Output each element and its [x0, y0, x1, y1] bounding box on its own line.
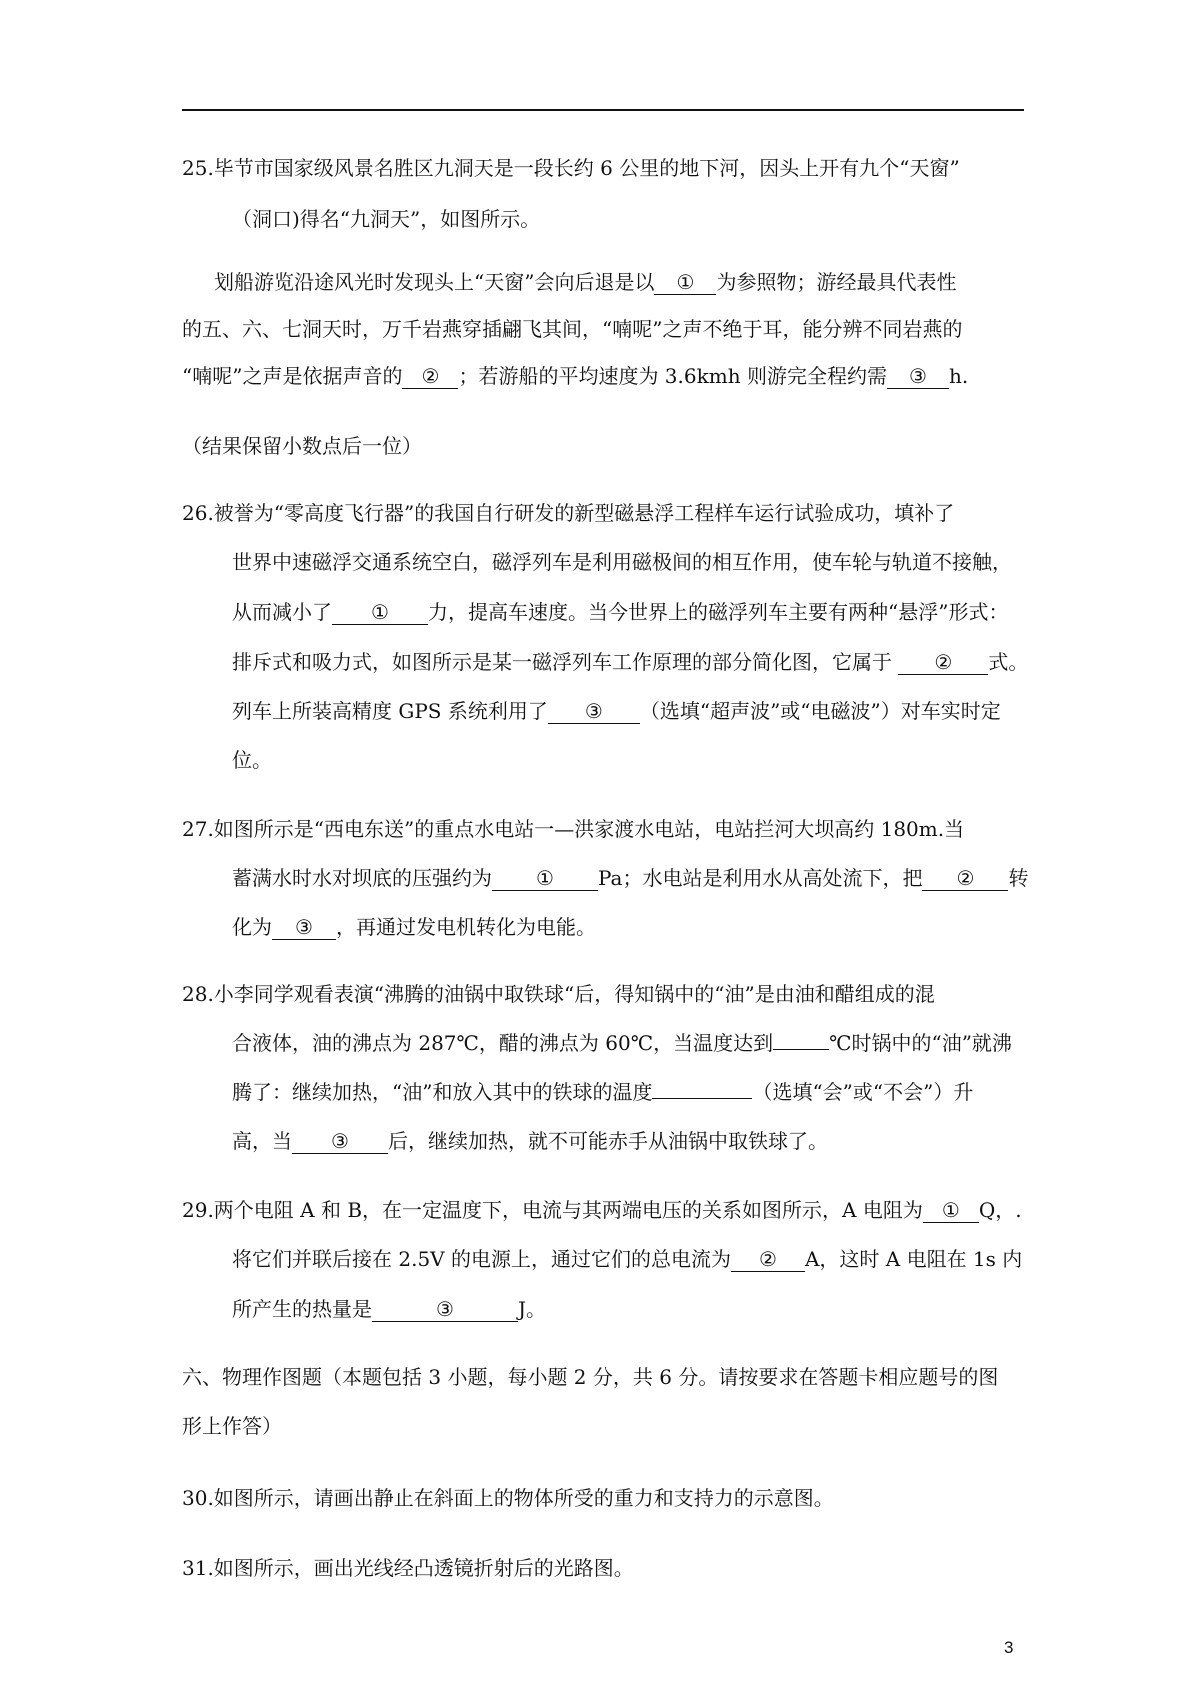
q26-line1: 26.被誉为“零高度飞行器”的我国自行研发的新型磁悬浮工程样车运行试验成功，填补了 — [182, 501, 955, 525]
q29-line3: 所产生的热量是 ③ J。 — [232, 1297, 547, 1321]
q26-line5: 列车上所装高精度 GPS 系统利用了 ③ （选填“超声波”或“电磁波”）对车实时定 — [232, 699, 1001, 723]
q27-line1: 27.如图所示是“西电东送”的重点水电站一—洪家渡水电站，电站拦河大坝高约 180m.当 — [182, 817, 965, 841]
q26-line6: 位。 — [232, 748, 272, 772]
section-6-heading-line1: 六、物理作图题（本题包括 3 小题，每小题 2 分，共 6 分。请按要求在答题卡相应题号的图 — [182, 1365, 999, 1389]
q29-blank-3: ③ — [372, 1297, 518, 1322]
q29-blank-1: ① — [923, 1198, 979, 1223]
q26-line4: 排斥式和吸力式，如图所示是某一磁浮列车工作原理的部分简化图，它属于 ② 式。 — [232, 650, 1029, 674]
q25-blank-1: ① — [654, 270, 716, 295]
q26-line2: 世界中速磁浮交通系统空白，磁浮列车是利用磁极间的相互作用，使车轮与轨道不接触， — [232, 550, 1012, 574]
q25-line3: 划船游览沿途风光时发现头上“天窗”会向后退是以 ① 为参照物；游经最具代表性 — [214, 270, 957, 294]
q31-text: 31.如图所示，画出光线经凸透镜折射后的光路图。 — [182, 1556, 634, 1580]
q28-line1: 28.小李同学观看表演“沸腾的油锅中取铁球“后，得知锅中的“油”是由油和醋组成的混 — [182, 982, 935, 1006]
q27-blank-2: ② — [922, 866, 1008, 891]
q29-line1: 29.两个电阻 A 和 B，在一定温度下，电流与其两端电压的关系如图所示，A 电阻为 ① Q，. — [182, 1198, 1022, 1222]
q27-line3: 化为 ③ ，再通过发电机转化为电能。 — [232, 915, 596, 939]
q29-line2: 将它们并联后接在 2.5V 的电源上，通过它们的总电流为 ② A，这时 A 电阻在 1s 内 — [232, 1247, 1023, 1271]
q25-line6: （结果保留小数点后一位） — [182, 434, 422, 458]
page-number: 3 — [1004, 1638, 1014, 1657]
q25-line2: （洞口)得名“九洞天”，如图所示。 — [232, 207, 541, 231]
q28-line2: 合液体，油的沸点为 287℃，醋的沸点为 60℃，当温度达到 ℃时锅中的“油”就沸 — [232, 1031, 1012, 1055]
q26-blank-1: ① — [332, 600, 428, 625]
q28-blank-3: ③ — [292, 1129, 388, 1154]
header-rule — [182, 109, 1024, 111]
q30-text: 30.如图所示，请画出静止在斜面上的物体所受的重力和支持力的示意图。 — [182, 1486, 834, 1510]
q28-line3: 腾了：继续加热，“油”和放入其中的铁球的温度 （选填“会”或“不会”）升 — [232, 1080, 974, 1104]
q25-line4: 的五、六、七洞天时，万千岩燕穿插翩飞其间，“喃呢”之声不绝于耳，能分辨不同岩燕的 — [182, 317, 963, 341]
q25-line1: 25.毕节市国家级风景名胜区九洞天是一段长约 6 公里的地下河，因头上开有九个“天窗” — [182, 156, 960, 180]
q27-blank-1: ① — [492, 866, 598, 891]
q26-blank-3: ③ — [548, 699, 640, 724]
q28-blank-2 — [652, 1098, 752, 1099]
q25-blank-3: ③ — [887, 364, 949, 389]
q27-blank-3: ③ — [272, 915, 336, 940]
q28-blank-1 — [773, 1049, 829, 1050]
section-6-heading-line2: 形上作答） — [182, 1414, 282, 1438]
q29-blank-2: ② — [731, 1247, 805, 1272]
q25-blank-2: ② — [402, 364, 458, 389]
q25-line5: “喃呢”之声是依据声音的 ② ；若游船的平均速度为 3.6kmh 则游完全程约需 ③ h. — [182, 364, 969, 388]
q26-line3: 从而减小了 ① 力，提高车速度。当今世界上的磁浮列车主要有两种“悬浮”形式： — [232, 600, 1009, 624]
q26-blank-2: ② — [898, 650, 988, 675]
q27-line2: 蓄满水时水对坝底的压强约为 ① Pa；水电站是利用水从高处流下，把 ② 转 — [232, 866, 1029, 890]
q28-line4: 高，当 ③ 后，继续加热，就不可能赤手从油锅中取铁球了。 — [232, 1129, 828, 1153]
